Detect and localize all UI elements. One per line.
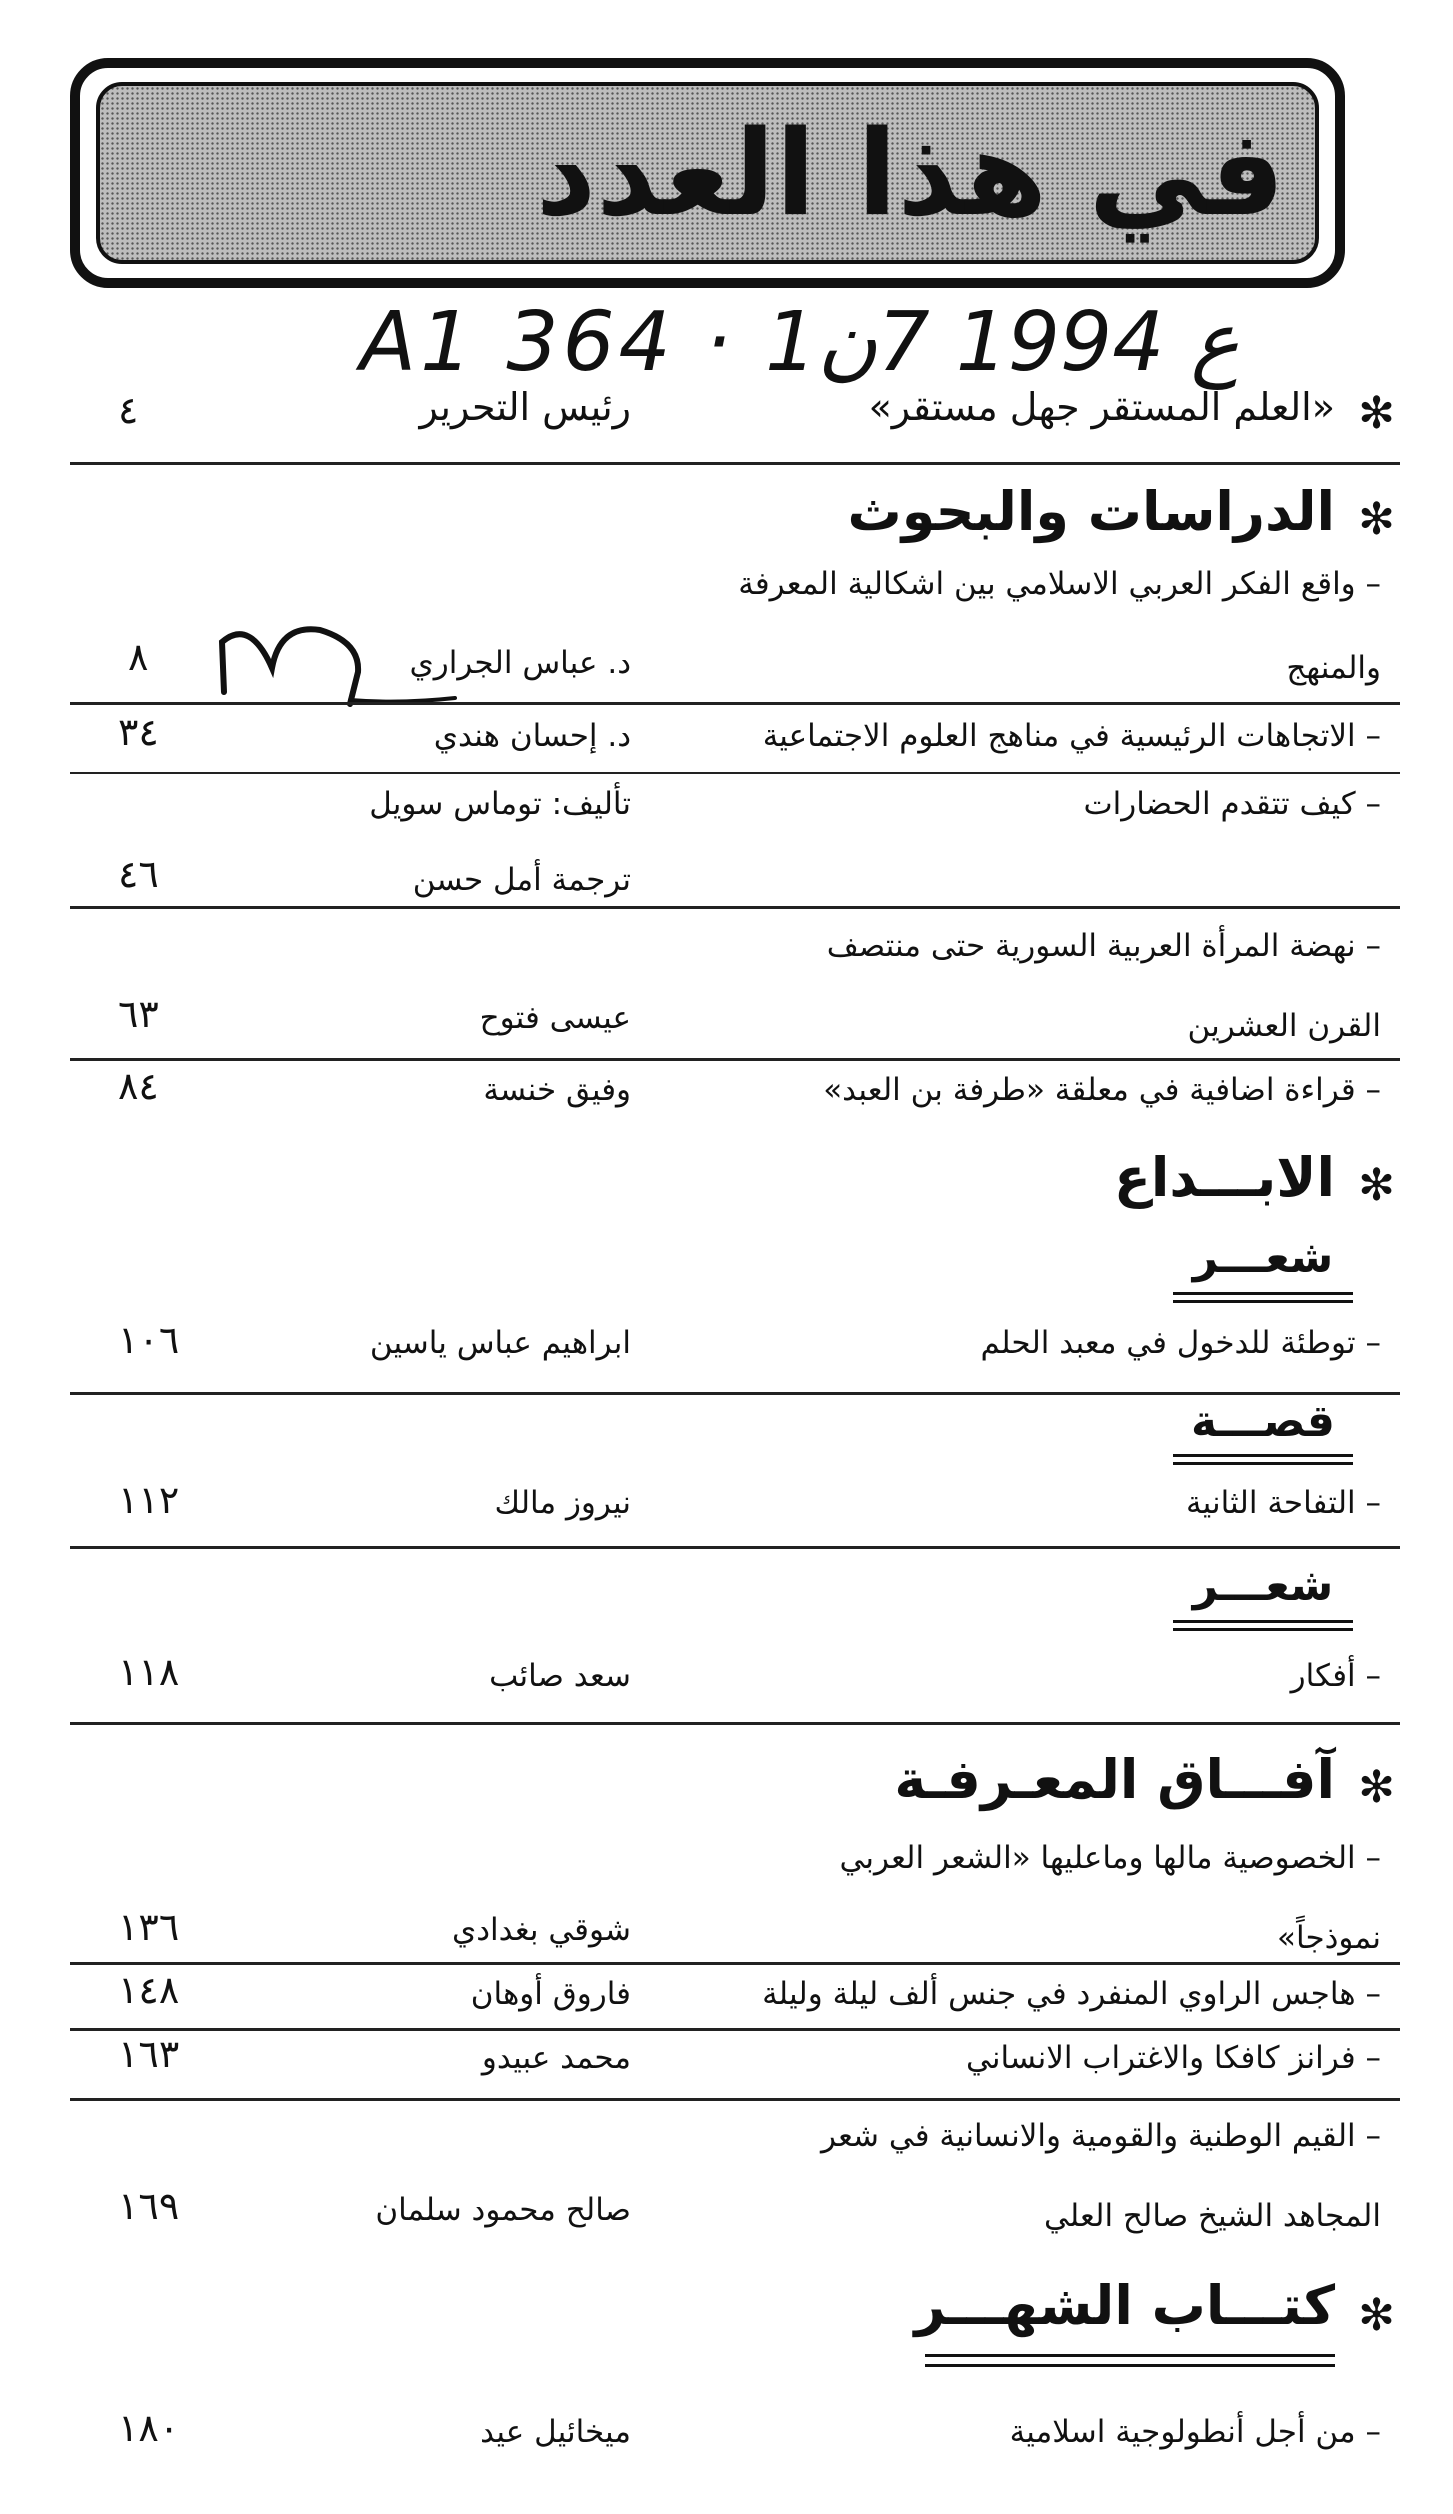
divider: [70, 2098, 1400, 2101]
star-icon: ✻: [1358, 388, 1395, 439]
section-heading-studies: الدراسات والبحوث: [847, 480, 1335, 543]
underline: [1173, 1628, 1353, 1631]
article-title: – واقع الفكر العربي الاسلامي بين اشكالية المعرفة: [738, 566, 1381, 602]
underline: [1173, 1292, 1353, 1295]
underline: [1173, 1462, 1353, 1465]
article-page: ٣٤: [118, 710, 159, 754]
article-title: – الخصوصية مالها وماعليها «الشعر العربي: [839, 1840, 1381, 1876]
article-author: ابراهيم عباس ياسين: [369, 1325, 631, 1361]
article-title: – الاتجاهات الرئيسية في مناهج العلوم الاجتماعية: [762, 718, 1381, 754]
section-heading-book: كتـــاب الشهـــر: [914, 2274, 1335, 2337]
article-title: – التفاحة الثانية: [1186, 1485, 1381, 1521]
article-title: – هاجس الراوي المنفرد في جنس ألف ليلة وليلة: [762, 1976, 1381, 2012]
article-translator: ترجمة أمل حسن: [412, 862, 631, 898]
section-heading-creativity: الابـــداع: [1114, 1146, 1335, 1209]
article-author: عيسى فتوح: [479, 1000, 631, 1036]
subsection-label-story: قصـــة: [1191, 1396, 1335, 1447]
article-author: تأليف: توماس سويل: [369, 786, 631, 822]
handwritten-catalog-note: A1 364 · ع 1994 7ن1: [360, 295, 1240, 390]
divider: [70, 702, 1400, 705]
underline: [925, 2364, 1335, 2367]
article-author: سعد صائب: [489, 1658, 631, 1694]
article-author: وفيق خنسة: [483, 1072, 631, 1108]
lead-page: ٤: [118, 388, 139, 432]
divider: [70, 772, 1400, 774]
divider: [70, 2028, 1400, 2031]
star-icon: ✻: [1358, 2290, 1395, 2341]
divider: [70, 1722, 1400, 1725]
article-author: د. عباس الجراري: [409, 645, 631, 681]
divider: [70, 906, 1400, 909]
underline: [1173, 1454, 1353, 1457]
article-title: – أفكار: [1290, 1658, 1381, 1694]
underline: [1173, 1620, 1353, 1623]
divider: [70, 1058, 1400, 1061]
article-title-cont: القرن العشرين: [1187, 1008, 1381, 1044]
banner: [70, 58, 1345, 288]
article-title: – كيف تتقدم الحضارات: [1083, 786, 1381, 822]
article-page: ٨٤: [118, 1064, 159, 1108]
article-title: – توطئة للدخول في معبد الحلم: [980, 1325, 1381, 1361]
article-author: صالح محمود سلمان: [375, 2192, 631, 2228]
divider: [70, 462, 1400, 465]
article-title: – فرانز كافكا والاغتراب الانساني: [966, 2040, 1381, 2076]
article-page: ١٦٣: [118, 2032, 180, 2076]
article-title: – قراءة اضافية في معلقة «طرفة بن العبد»: [823, 1072, 1381, 1108]
lead-author: رئيس التحرير: [419, 385, 631, 429]
underline: [925, 2354, 1335, 2357]
divider: [70, 1392, 1400, 1395]
article-author: د. إحسان هندي: [433, 718, 631, 754]
article-title-cont: والمنهج: [1286, 650, 1381, 686]
article-title: – القيم الوطنية والقومية والانسانية في شعر: [820, 2118, 1381, 2154]
article-page: ١٠٦: [118, 1318, 180, 1362]
article-author: فاروق أوهان: [470, 1976, 631, 2012]
star-icon: ✻: [1358, 494, 1395, 545]
article-title: – من أجل أنطولوجية اسلامية: [1009, 2414, 1381, 2450]
star-icon: ✻: [1358, 1160, 1395, 1211]
section-heading-horizons: آفـــاق المعـرفـة: [894, 1748, 1335, 1811]
banner-title: في هذا العدد: [535, 104, 1285, 242]
article-page: ١٦٩: [118, 2184, 180, 2228]
divider: [70, 1546, 1400, 1549]
article-title-cont: المجاهد الشيخ صالح العلي: [1043, 2198, 1381, 2234]
underline: [1173, 1300, 1353, 1303]
article-title-cont: نموذجاً»: [1277, 1920, 1381, 1956]
divider: [70, 1962, 1400, 1965]
article-page: ٨: [128, 635, 149, 679]
article-author: محمد عبيدو: [481, 2040, 631, 2076]
handwritten-mark-icon: [210, 612, 460, 712]
banner-panel: [96, 82, 1319, 264]
subsection-label-poetry: شعـــر: [1192, 1232, 1334, 1283]
article-author: نيروز مالك: [494, 1485, 631, 1521]
article-title: – نهضة المرأة العربية السورية حتى منتصف: [826, 928, 1381, 964]
article-author: شوقي بغدادي: [451, 1912, 631, 1948]
article-page: ٤٦: [118, 852, 159, 896]
star-icon: ✻: [1358, 1762, 1395, 1813]
article-page: ١١٢: [118, 1478, 180, 1522]
subsection-label-poetry: شعـــر: [1192, 1560, 1334, 1611]
article-page: ١٤٨: [118, 1968, 180, 2012]
article-page: ١١٨: [118, 1650, 180, 1694]
article-page: ١٣٦: [118, 1905, 180, 1949]
article-author: ميخائيل عيد: [480, 2414, 631, 2450]
article-page: ٦٣: [118, 992, 159, 1036]
article-page: ١٨٠: [118, 2406, 180, 2450]
lead-title: «العلم المستقر جهل مستقر»: [868, 385, 1335, 429]
